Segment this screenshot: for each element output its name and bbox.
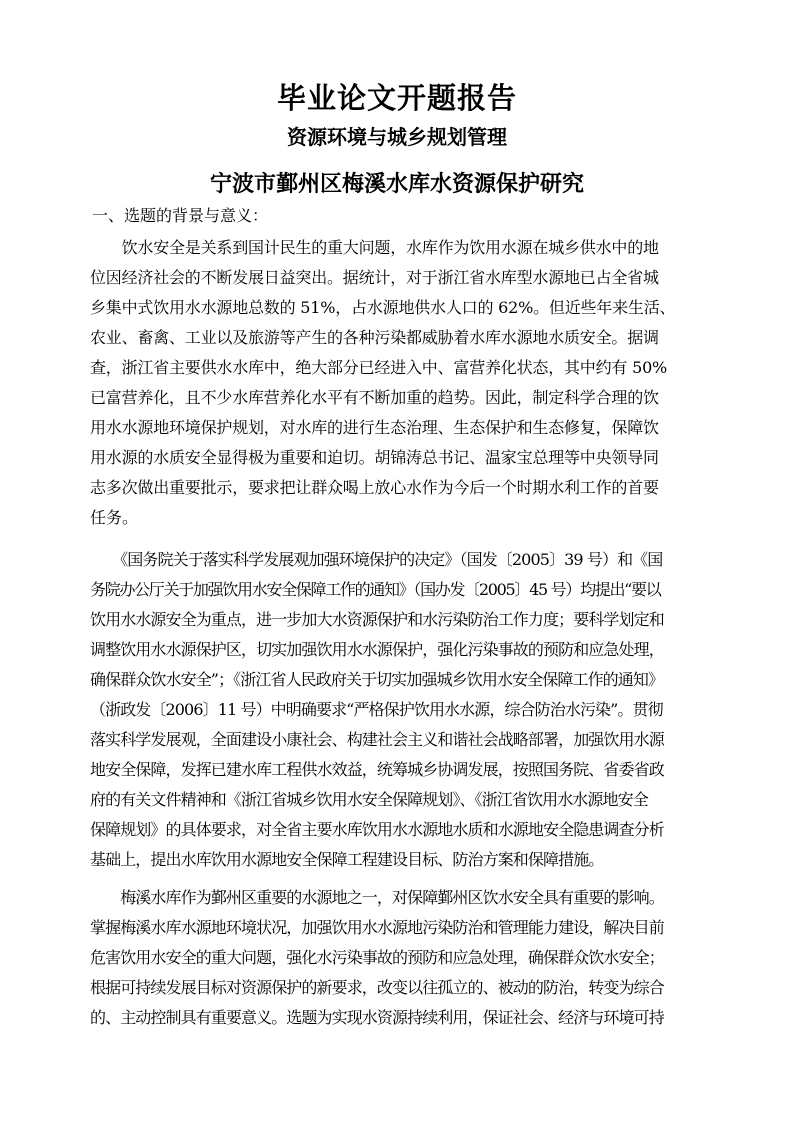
paragraph-line: 任务。 <box>90 508 139 527</box>
topic-title: 宁波市鄞州区梅溪水库水资源保护研究 <box>209 171 584 197</box>
paragraph-line: 落实科学发展观，全面建设小康社会、构建社会主义和谐社会战略部署，加强饮用水源 <box>90 730 664 749</box>
paragraph-line: 根据可持续发展目标对资源保护的新要求，改变以往孤立的、被动的防治，转变为综合 <box>90 978 664 997</box>
paragraph-line: 位因经济社会的不断发展日益突出。据统计，对于浙江省水库型水源地已占全省城 <box>90 268 659 287</box>
paragraph-line: 农业、畜禽、工业以及旅游等产生的各种污染都威胁着水库水源地水质安全。据调 <box>90 328 659 347</box>
paragraph-line: 用水源的水质安全显得极为重要和迫切。胡锦涛总书记、温家宝总理等中央领导同 <box>90 448 659 467</box>
paragraph-line: 地安全保障，发挥已建水库工程供水效益，统筹城乡协调发展，按照国务院、省委省政 <box>90 760 664 779</box>
paragraph-line: 府的有关文件精神和《浙江省城乡饮用水安全保障规划》、《浙江省饮用水水源地安全 <box>90 790 648 809</box>
paragraph-line: 的、主动控制具有重要意义。选题为实现水资源持续利用，保证社会、经济与环境可持 <box>90 1008 664 1027</box>
major-title: 资源环境与城乡规划管理 <box>287 125 507 149</box>
paragraph-background-2 <box>90 545 664 875</box>
paragraph-line: 用水水源地环境保护规划，对水库的进行生态治理、生态保护和生态修复，保障饮 <box>90 418 659 437</box>
paragraph-line: （浙政发〔2006〕11 号）中明确要求“严格保护饮用水水源，综合防治水污染”。贯彻 <box>90 700 663 719</box>
paragraph-line: 梅溪水库作为鄞州区重要的水源地之一，对保障鄞州区饮水安全具有重要的影响。 <box>90 888 664 907</box>
paragraph-line: 乡集中式饮用水水源地总数的 51%，占水源地供水人口的 62%。但近些年来生活、 <box>90 298 676 317</box>
paragraph-line: 饮水安全是关系到国计民生的重大问题，水库作为饮用水源在城乡供水中的地 <box>90 238 659 257</box>
paragraph-line: 保障规划》的具体要求，对全省主要水库饮用水水源地水质和水源地安全隐患调查分析 <box>90 820 664 839</box>
document-title: 毕业论文开题报告 <box>276 81 517 115</box>
paragraph-line: 务院办公厅关于加强饮用水安全保障工作的通知》（国办发〔2005〕45 号）均提出“要以 <box>90 580 661 599</box>
section-heading: 一、选题的背景与意义： <box>92 206 269 225</box>
paragraph-line: 饮用水水源安全为重点，进一步加大水资源保护和水污染防治工作力度；要科学划定和 <box>90 610 664 629</box>
paragraph-line: 查，浙江省主要供水水库中，绝大部分已经进入中、富营养化状态，其中约有 50% <box>90 358 668 377</box>
paragraph-line: 掌握梅溪水库水源地环境状况，加强饮用水水源地污染防治和管理能力建设，解决目前 <box>90 918 664 937</box>
paragraph-background-1 <box>90 233 675 533</box>
paragraph-line: 《国务院关于落实科学发展观加强环境保护的决定》（国发〔2005〕39 号）和《国 <box>90 550 663 569</box>
paragraph-line: 志多次做出重要批示，要求把让群众喝上放心水作为今后一个时期水利工作的首要 <box>90 478 659 497</box>
paragraph-line: 已富营养化，且不少水库营养化水平有不断加重的趋势。因此，制定科学合理的饮 <box>90 388 659 407</box>
paragraph-line: 调整饮用水水源保护区，切实加强饮用水水源保护，强化污染事故的预防和应急处理， <box>90 640 664 659</box>
paragraph-line: 确保群众饮水安全”；《浙江省人民政府关于切实加强城乡饮用水安全保障工作的通知》 <box>90 670 664 689</box>
paragraph-line: 基础上，提出水库饮用水源地安全保障工程建设目标、防治方案和保障措施。 <box>90 850 604 869</box>
paragraph-line: 危害饮用水安全的重大问题，强化水污染事故的预防和应急处理，确保群众饮水安全； <box>90 948 664 967</box>
paragraph-background-3 <box>90 883 664 1033</box>
